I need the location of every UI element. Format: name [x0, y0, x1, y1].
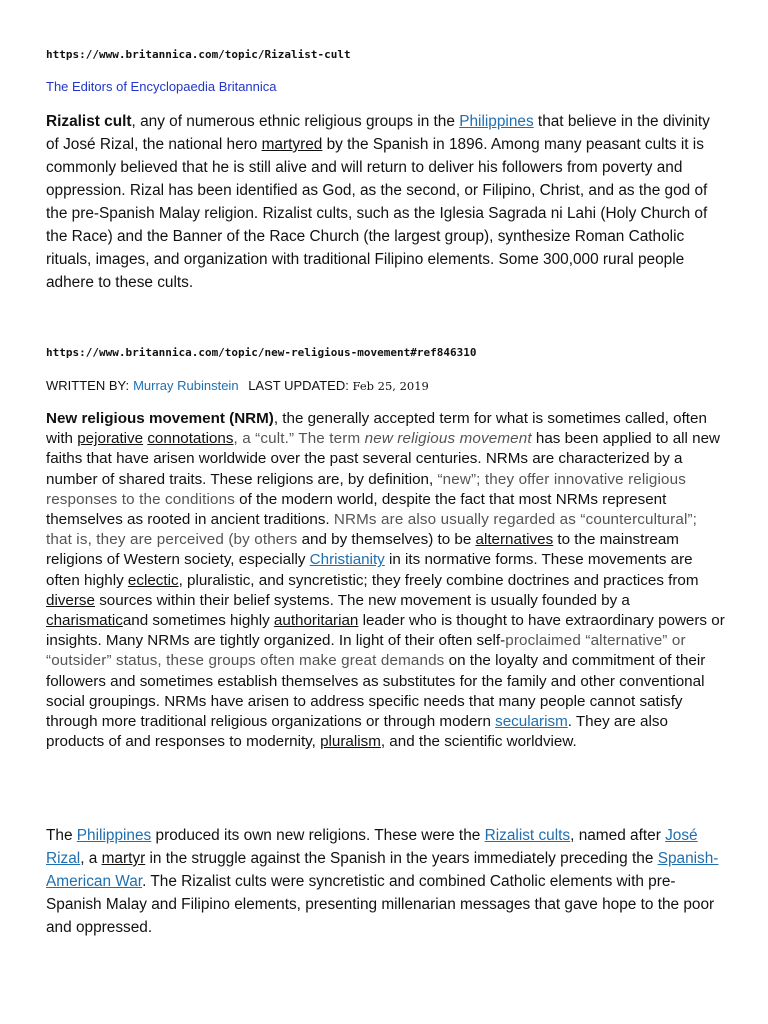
- text: “new”; they offer innovative religious responses to the conditions: [46, 470, 686, 508]
- link-secularism[interactable]: secularism: [495, 713, 568, 731]
- text: . They are also products of and responses to modernity,: [46, 713, 668, 751]
- text: , the generally accepted term for what is sometimes called, often with: [46, 410, 707, 448]
- text: . The Rizalist cults were syncretistic and combined Catholic elements with pre-Spanish Malay and Filipino elements, presenting millenarian messages that gave hope to the poor and oppressed.: [46, 873, 715, 936]
- link-authoritarian[interactable]: authoritarian: [273, 612, 359, 630]
- text: and sometimes highly: [122, 612, 274, 630]
- text: , named after: [570, 827, 666, 844]
- text: to the mainstream religions of Western society, especially: [46, 531, 679, 569]
- text: , and the scientific worldview.: [380, 733, 577, 751]
- text: on the loyalty and commitment of their followers and sometimes establish themselves as substitutes for the family and other conventional social groupings. NRMs have arisen to address specific needs that many people cannot satisfy through more traditional religious organizations or through modern: [46, 652, 706, 731]
- text: leader who is thought to have extraordinary powers or insights. Many NRMs are tightly organized. In light of their often self-: [46, 612, 725, 650]
- source-url: https://www.britannica.com/topic/Rizalist-cult: [46, 48, 351, 61]
- source-url: https://www.britannica.com/topic/new-religious-movement#ref846310: [46, 346, 477, 359]
- nrm-paragraph: [46, 409, 726, 752]
- link-eclectic[interactable]: eclectic: [127, 571, 179, 589]
- link-charismatic[interactable]: charismatic: [46, 612, 123, 630]
- rizalist-paragraph: [46, 110, 726, 294]
- link-rizalist-cults[interactable]: Rizalist cults: [484, 827, 571, 844]
- italic-term: new religious movement: [364, 430, 532, 448]
- text: , a “cult.” The term: [233, 430, 365, 448]
- term-heading: Rizalist cult: [46, 113, 132, 130]
- philippines-paragraph: [46, 824, 726, 939]
- link-martyred[interactable]: martyred: [261, 136, 323, 153]
- last-updated-label: LAST UPDATED:: [248, 378, 349, 393]
- text: by the Spanish in 1896. Among many peasant cults it is commonly believed that he is still alive and will return to deliver his followers from poverty and oppression. Rizal has been identified as God, as the second, or Filipino, Christ, and as the god of the pre-Spanish Malay religion. Rizalist cults, such as the Iglesia Sagrada ni Lahi (Holy Church of the Race) and the Banner of the Race Church (the largest group), synthesize Roman Catholic rituals, images, and organization with traditional Filipino elements. Some 300,000 rural people adhere to these cults.: [46, 136, 708, 291]
- text: The: [46, 827, 77, 844]
- text: NRMs are also usually regarded as “countercultural”; that is, they are perceived (by others: [46, 511, 698, 549]
- link-martyr[interactable]: martyr: [101, 850, 146, 867]
- link-jose-rizal[interactable]: José Rizal: [46, 827, 698, 867]
- text: has been applied to all new faiths that have arisen worldwide over the past several centuries. NRMs are characterized by a number of shared traits. These religions are, by definition,: [46, 430, 720, 488]
- text: of the modern world, despite the fact that most NRMs represent themselves as rooted in ancient traditions.: [46, 490, 667, 529]
- link-alternatives[interactable]: alternatives: [475, 531, 554, 549]
- text: that believe in the divinity of José Rizal, the national hero: [46, 113, 710, 153]
- text: , pluralistic, and syncretistic; they freely combine doctrines and practices from: [178, 571, 699, 589]
- written-by-label: WRITTEN BY:: [46, 378, 130, 393]
- link-philippines[interactable]: Philippines: [76, 827, 152, 844]
- link-christianity[interactable]: Christianity: [309, 551, 385, 569]
- text: sources within their belief systems. The new movement is usually founded by a: [94, 591, 630, 609]
- text: , any of numerous ethnic religious groups in the: [131, 113, 460, 130]
- link-pejorative[interactable]: pejorative: [77, 430, 144, 448]
- text: in the struggle against the Spanish in the years immediately preceding the: [145, 850, 658, 867]
- text: proclaimed “alternative” or “outsider” status, these groups often make great demands: [46, 632, 686, 670]
- byline: The Editors of Encyclopaedia Britannica: [46, 79, 277, 94]
- term-heading: New religious movement (NRM): [46, 410, 274, 427]
- text: and by themselves) to be: [297, 531, 476, 549]
- link-connotations[interactable]: connotations: [147, 430, 234, 448]
- link-pluralism[interactable]: pluralism: [320, 733, 381, 751]
- text: produced its own new religions. These were the: [151, 827, 485, 844]
- last-updated-date: Feb 25, 2019: [352, 379, 429, 393]
- article-meta: [46, 378, 429, 393]
- text: , a: [80, 850, 102, 867]
- link-spanish-american-war[interactable]: Spanish-American War: [46, 850, 719, 890]
- text: in its normative forms. These movements are often highly: [46, 551, 693, 589]
- link-philippines[interactable]: Philippines: [459, 113, 534, 130]
- link-diverse[interactable]: diverse: [46, 591, 95, 609]
- author-link[interactable]: Murray Rubinstein: [133, 378, 239, 393]
